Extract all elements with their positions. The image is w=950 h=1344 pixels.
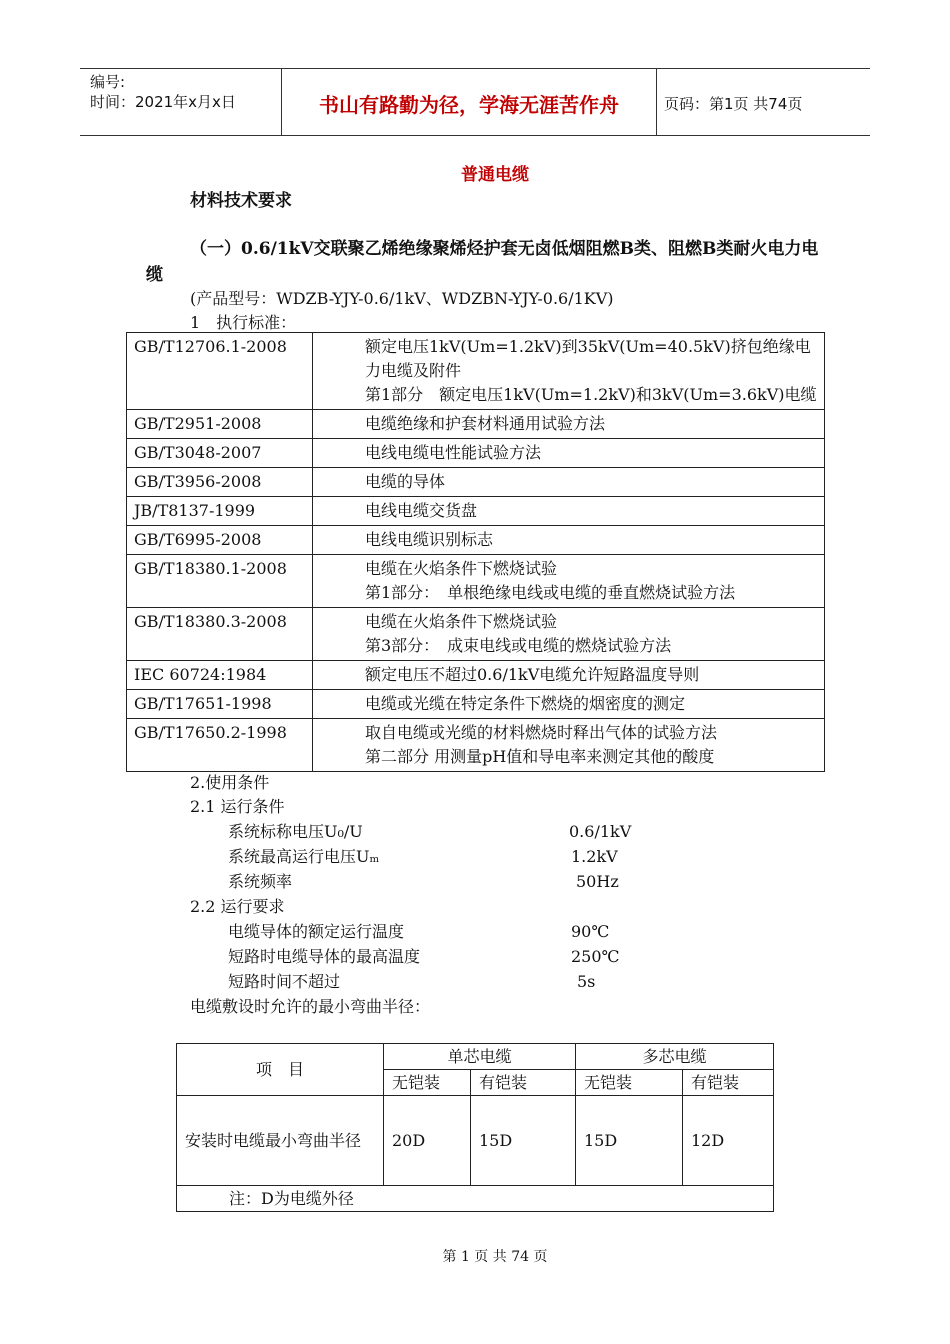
item-header-cell [177,1044,384,1096]
standard-row [127,690,825,719]
op-requirement-label: 短路时间不超过 [228,972,341,991]
standard-row [127,555,825,608]
standard-row [127,333,825,410]
bend-value: 15D [471,1096,576,1186]
op-conditions-heading: 2.1 运行条件 [190,797,285,816]
page-info: 页码：第1页 共74页 [664,95,803,113]
standard-code: GB/T18380.1-2008 [127,555,313,608]
standard-description [313,719,825,772]
standard-row [127,526,825,555]
standard-row [127,661,825,690]
standard-description-line: 取自电缆或光缆的材料燃烧时释出气体的试验方法 [365,723,718,742]
unarmored-header: 无铠装 [576,1070,683,1096]
standard-description-line: 电缆在火焰条件下燃烧试验 [365,559,558,578]
standard-description [313,333,825,410]
standard-description-line: 额定电压不超过0.6/1kV电缆允许短路温度导则 [365,665,700,684]
op-condition-label: 系统最高运行电压Uₘ [228,847,380,866]
bend-heading: 电缆敷设时允许的最小弯曲半径： [190,997,431,1016]
header-top-rule [80,68,870,69]
standard-description-line: 第1部分 额定电压1kV(Um=1.2kV)和3kV(Um=3.6kV)电缆 [365,385,817,404]
standard-description-line: 电缆在火焰条件下燃烧试验 [365,612,558,631]
standard-description-line: 第1部分： 单根绝缘电线或电缆的垂直燃烧试验方法 [365,583,736,602]
op-condition-value: 1.2kV [571,847,618,866]
standard-row [127,719,825,772]
standard-description-line: 电缆绝缘和护套材料通用试验方法 [365,414,606,433]
material-heading: 材料技术要求 [190,191,292,211]
usage-heading: 2.使用条件 [190,773,270,792]
standard-row [127,608,825,661]
standard-code: IEC 60724:1984 [127,661,313,690]
standard-code: GB/T17650.2-1998 [127,719,313,772]
standard-description-line: 电线电缆识别标志 [365,530,494,549]
standard-description-line: 第二部分 用测量pH值和导电率来测定其他的酸度 [365,747,715,766]
standard-code: GB/T3048-2007 [127,439,313,468]
standard-code: JB/T8137-1999 [127,497,313,526]
standard-description-line: 电线电缆电性能试验方法 [365,443,542,462]
time-label: 时间：2021年x月x日 [90,93,236,111]
header-divider-2 [656,68,657,135]
bend-value: 20D [384,1096,471,1186]
motto: 书山有路勤为径，学海无涯苦作舟 [319,93,619,117]
standards-table [126,332,825,772]
standard-description [313,661,825,690]
standard-description [313,410,825,439]
op-condition-label: 系统频率 [228,872,293,891]
model-line: (产品型号：WDZB-YJY-0.6/1kV、WDZBN-YJY-0.6/1KV) [190,289,614,308]
standard-code: GB/T17651-1998 [127,690,313,719]
page-footer: 第 1 页 共 74 页 [442,1249,548,1265]
bend-radius-table [176,1043,774,1212]
standard-description-line: 第3部分： 成束电线或电缆的燃烧试验方法 [365,636,672,655]
standard-description [313,608,825,661]
standards-heading: 1 执行标准： [190,313,297,332]
op-requirement-value: 90℃ [571,922,610,941]
op-condition-label: 系统标称电压U₀/U [228,822,363,841]
op-requirement-label: 短路时电缆导体的最高温度 [228,947,421,966]
op-requirements-heading: 2.2 运行要求 [190,897,285,916]
op-requirement-label: 电缆导体的额定运行温度 [228,922,405,941]
standard-row [127,410,825,439]
single-core-header: 单芯电缆 [384,1044,576,1070]
op-requirement-value: 250℃ [571,947,620,966]
standard-description [313,526,825,555]
multi-core-header: 多芯电缆 [576,1044,774,1070]
standard-description [313,439,825,468]
header-bottom-rule [80,135,870,136]
armored-header: 有铠装 [471,1070,576,1096]
standard-description-line: 电线电缆交货盘 [365,501,478,520]
standard-description-line: 电缆的导体 [365,472,446,491]
op-condition-value: 0.6/1kV [569,822,632,841]
standard-description [313,555,825,608]
page-title: 普通电缆 [461,165,529,185]
bend-value: 12D [683,1096,774,1186]
standard-code: GB/T12706.1-2008 [127,333,313,410]
standard-description [313,468,825,497]
standard-row [127,497,825,526]
bend-note: 注：D为电缆外径 [177,1186,774,1212]
bend-value: 15D [576,1096,683,1186]
bend-row-label: 安装时电缆最小弯曲半径 [177,1096,384,1186]
number-label: 编号: [90,73,126,91]
standard-code: GB/T18380.3-2008 [127,608,313,661]
header-divider-1 [281,68,282,135]
standard-description-line: 电缆或光缆在特定条件下燃烧的烟密度的测定 [365,694,686,713]
item-header: 项 目 [255,1059,304,1079]
standard-row [127,439,825,468]
standard-description [313,497,825,526]
standard-description-line: 额定电压1kV(Um=1.2kV)到35kV(Um=40.5kV)挤包绝缘电力电缆及附件 [365,337,811,380]
unarmored-header: 无铠装 [384,1070,471,1096]
section-heading: （一）0.6/1kV交联聚乙烯绝缘聚烯烃护套无卤低烟阻燃B类、阻燃B类耐火电力电缆 [146,239,819,285]
op-requirement-value: 5s [577,972,596,991]
header-meta [90,72,236,112]
armored-header: 有铠装 [683,1070,774,1096]
standard-description [313,690,825,719]
standard-row [127,468,825,497]
standard-code: GB/T2951-2008 [127,410,313,439]
standard-code: GB/T3956-2008 [127,468,313,497]
op-condition-value: 50Hz [576,872,619,891]
standard-code: GB/T6995-2008 [127,526,313,555]
